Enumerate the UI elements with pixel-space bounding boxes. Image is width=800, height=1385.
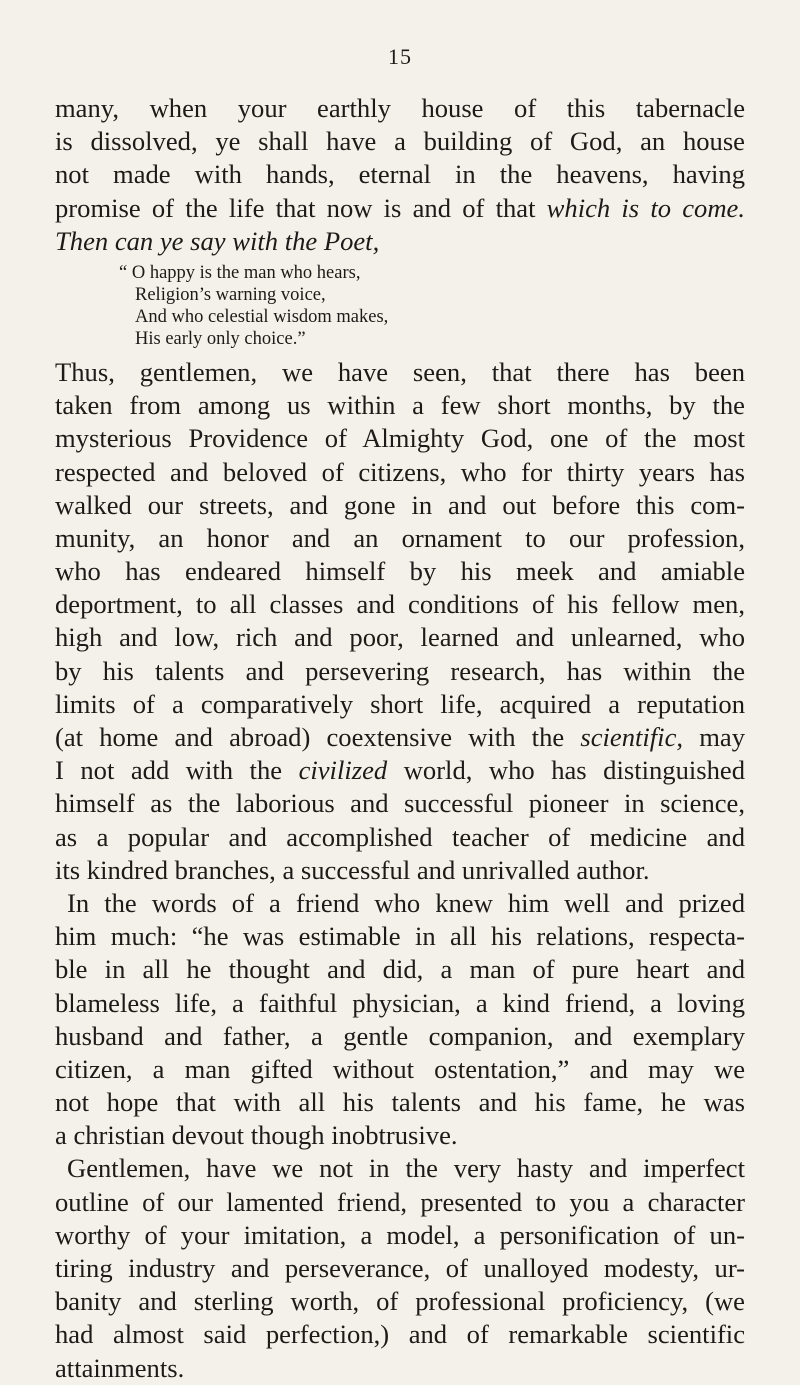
italic-text-run: which is to come.	[546, 192, 745, 223]
italic-text-run: civilized	[298, 755, 388, 786]
text-line: tiring industry and perseverance, of unalloyed modesty, ur-	[55, 1253, 745, 1283]
text-line: Then can ye say with the Poet,	[55, 225, 380, 256]
body-text	[55, 92, 745, 1385]
text-line	[55, 754, 745, 787]
text-line: In the words of a friend who knew him well and prized	[67, 887, 745, 918]
text-line: a christian devout though inobtrusive.	[55, 1120, 458, 1151]
text-line: respected and beloved of citizens, who for thirty years has	[55, 456, 745, 487]
text-line: outline of our lamented friend, presented to you a character	[55, 1186, 745, 1217]
text-line: its kindred branches, a successful and unrivalled author.	[55, 854, 650, 885]
poem-quotation	[55, 262, 745, 350]
text-line: citizen, a man gifted without ostentation,” and may we	[55, 1053, 745, 1084]
text-line: by his talents and persevering research, has within the	[55, 655, 745, 686]
text-line: mysterious Providence of Almighty God, one of the most	[55, 423, 745, 454]
text-line: banity and sterling worth, of professional proficiency, (we	[55, 1286, 745, 1317]
text-line: taken from among us within a few short months, by the	[55, 390, 745, 421]
page-number: 15	[388, 44, 412, 69]
text-run: may	[683, 722, 746, 752]
text-line: him much: “he was estimable in all his relations, respecta-	[55, 921, 745, 952]
text-line: deportment, to all classes and conditions of his fellow men,	[55, 589, 745, 620]
text-line: is dissolved, ye shall have a building of God, an house	[55, 126, 745, 157]
italic-text-run: scientific,	[580, 722, 684, 752]
text-line: many, when your earthly house of this tabernacle	[55, 93, 745, 123]
text-line: walked our streets, and gone in and out before this com-	[55, 489, 745, 520]
poem-line: “ O happy is the man who hears,	[119, 262, 361, 283]
text-line: who has endeared himself by his meek and amiable	[55, 556, 745, 587]
poem-line: His early only choice.”	[135, 328, 306, 349]
text-line: had almost said perfection,) and of remarkable scientific	[55, 1319, 745, 1350]
text-line: not made with hands, eternal in the heavens, having	[55, 159, 745, 190]
text-line: husband and father, a gentle companion, and exemplary	[55, 1020, 745, 1051]
text-run: promise of the life that now is and of that	[55, 192, 547, 223]
text-line: munity, an honor and an ornament to our profession,	[55, 522, 745, 553]
text-line: ble in all he thought and did, a man of pure heart and	[55, 954, 745, 985]
text-line: limits of a comparatively short life, acquired a reputation	[55, 688, 745, 719]
text-run: I not add with the	[55, 755, 299, 786]
text-line: not hope that with all his talents and his fame, he was	[55, 1087, 745, 1118]
text-line: attainments.	[55, 1352, 185, 1383]
text-line	[55, 192, 745, 225]
poem-line: Religion’s warning voice,	[135, 284, 326, 305]
text-run: (at home and abroad) coextensive with the	[55, 722, 581, 752]
text-line: himself as the laborious and successful pioneer in science,	[55, 788, 745, 819]
text-line: worthy of your imitation, a model, a personification of un-	[55, 1219, 745, 1250]
text-run: world, who has distinguished	[387, 755, 746, 786]
text-line	[55, 721, 745, 754]
text-line: blameless life, a faithful physician, a kind friend, a loving	[55, 987, 745, 1018]
text-line: as a popular and accomplished teacher of medicine and	[55, 821, 745, 852]
text-line: high and low, rich and poor, learned and unlearned, who	[55, 622, 745, 653]
text-line: Gentlemen, have we not in the very hasty and imperfect	[67, 1153, 745, 1184]
text-line: Thus, gentlemen, we have seen, that there has been	[55, 356, 745, 387]
poem-line: And who celestial wisdom makes,	[135, 306, 389, 327]
